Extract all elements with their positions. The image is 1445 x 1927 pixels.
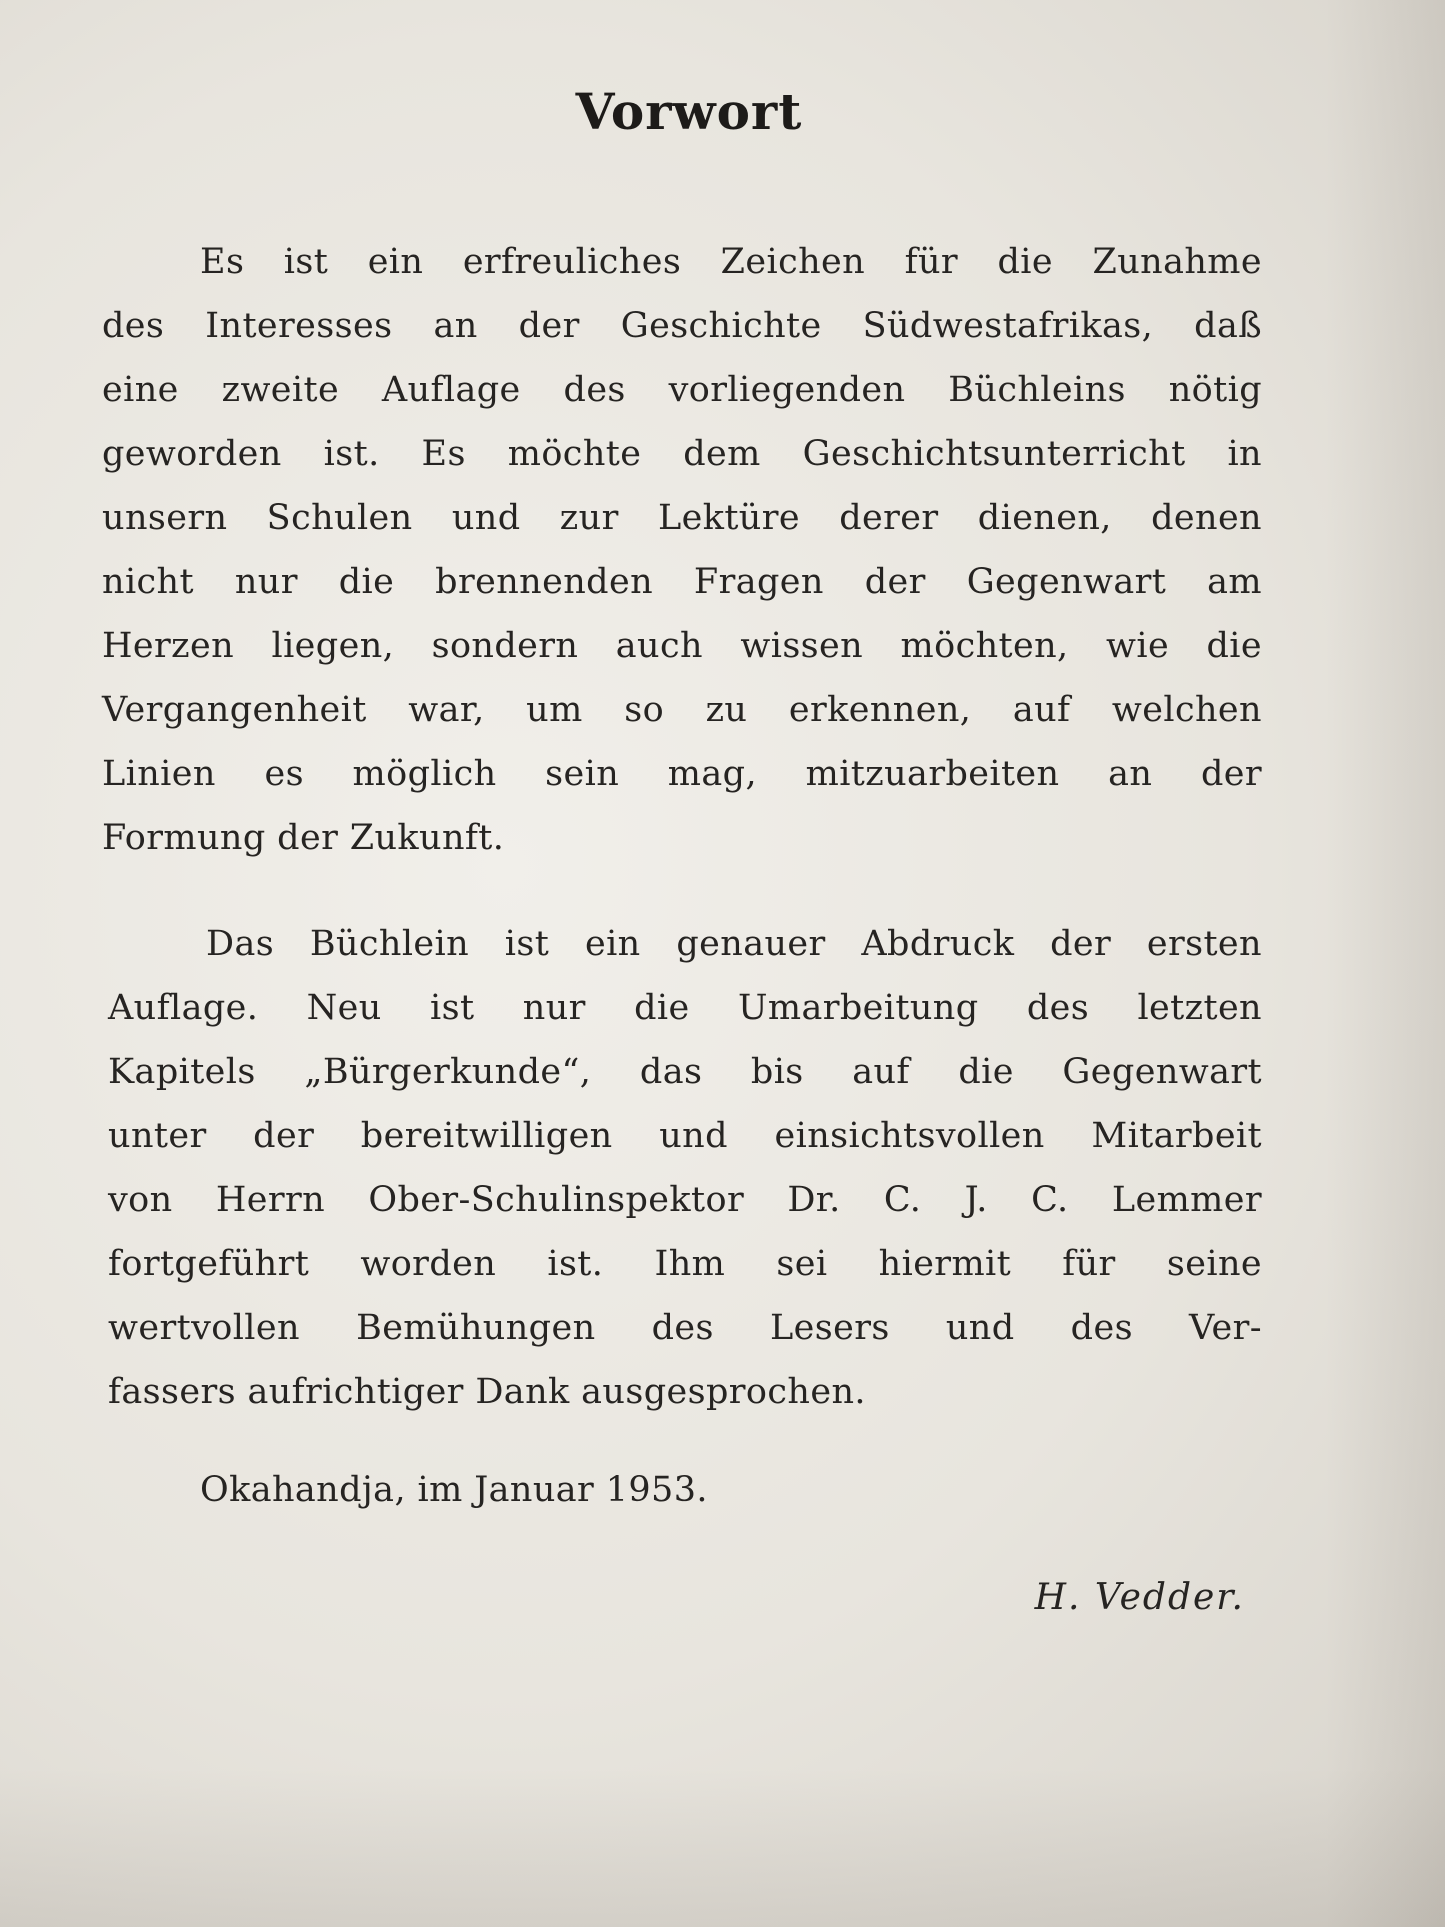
paragraph-line: nicht nur die brennenden Fragen der Gegenwart am: [102, 562, 1262, 602]
paragraph-line: Vergangenheit war, um so zu erkennen, auf welchen: [102, 690, 1262, 730]
paragraph-line: Linien es möglich sein mag, mitzuarbeiten an der: [102, 754, 1262, 794]
paragraph-line: Kapitels „Bürgerkunde“, das bis auf die Gegenwart: [108, 1052, 1262, 1092]
paragraph-line: Das Büchlein ist ein genauer Abdruck der ersten: [206, 924, 1262, 964]
page-shadow-bottom: [0, 1767, 1445, 1927]
paragraph-line: geworden ist. Es möchte dem Geschichtsunterricht in: [102, 434, 1262, 474]
paragraph-line: Auflage. Neu ist nur die Umarbeitung des letzten: [108, 988, 1262, 1028]
author-signature: H. Vedder.: [1034, 1577, 1245, 1618]
paragraph-line: unsern Schulen und zur Lektüre derer dienen, denen: [102, 498, 1262, 538]
paragraph-line: Formung der Zukunft.: [102, 818, 505, 858]
paragraph-line: Herzen liegen, sondern auch wissen möchten, wie die: [102, 626, 1262, 666]
page-title: Vorwort: [575, 82, 803, 141]
paragraph-line: des Interesses an der Geschichte Südwestafrikas, daß: [102, 306, 1262, 346]
paragraph-line: fassers aufrichtiger Dank ausgesprochen.: [108, 1372, 866, 1412]
place-date: Okahandja, im Januar 1953.: [200, 1470, 708, 1510]
paragraph-2: [108, 912, 1262, 1424]
paragraph-line: Es ist ein erfreuliches Zeichen für die Zunahme: [200, 242, 1262, 282]
paragraph-line: eine zweite Auflage des vorliegenden Büchleins nötig: [102, 370, 1262, 410]
page-shadow-right: [1325, 0, 1445, 1927]
paragraph-line: fortgeführt worden ist. Ihm sei hiermit für seine: [108, 1244, 1262, 1284]
paragraph-line: wertvollen Bemühungen des Lesers und des Ver-: [108, 1308, 1262, 1348]
paragraph-line: von Herrn Ober-Schulinspektor Dr. C. J. C. Lemmer: [108, 1180, 1262, 1220]
paragraph-line: unter der bereitwilligen und einsichtsvollen Mitarbeit: [108, 1116, 1262, 1156]
paragraph-1: [102, 230, 1262, 870]
